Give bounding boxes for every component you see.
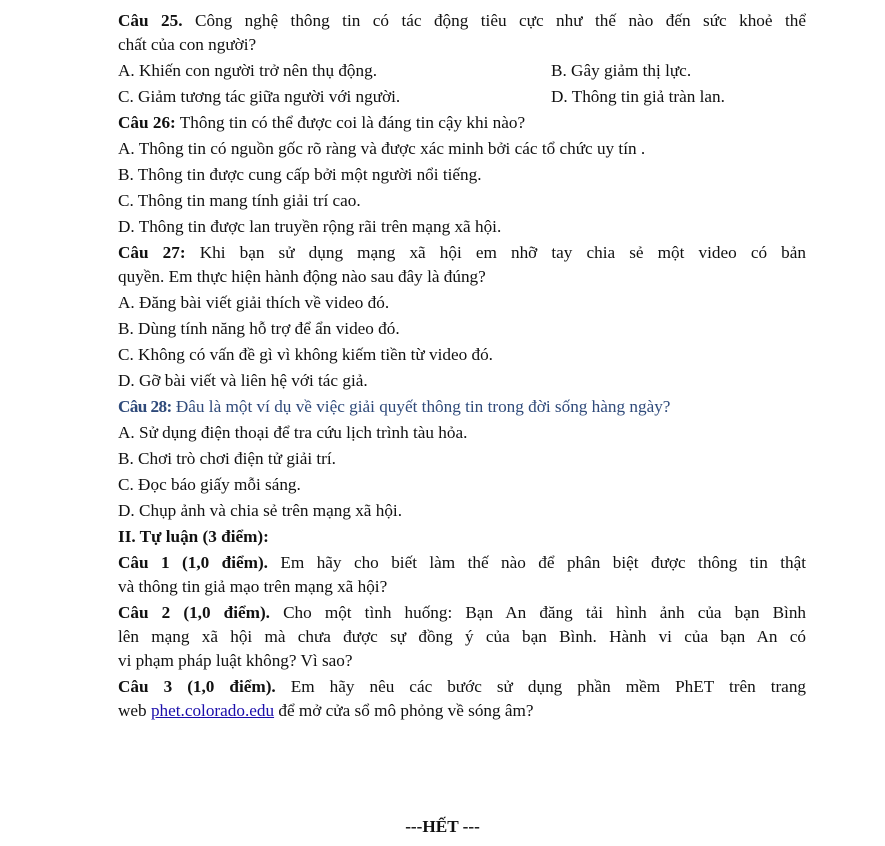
question-25-options-row-1 [118,59,806,83]
essay-question-1-text-cont: và thông tin giả mạo trên mạng xã hội? [118,577,388,596]
question-27-text: Khi bạn sử dụng mạng xã hội em nhỡ tay chia sẻ một video có bản [185,243,806,262]
essay-question-3-label: Câu 3 (1,0 điểm). [118,677,276,696]
question-25-text-cont: chất của con người? [118,35,257,54]
question-26-label: Câu 26: [118,113,176,132]
essay-question-3-line-2 [118,699,806,723]
essay-question-2-label: Câu 2 (1,0 điểm). [118,603,270,622]
essay-question-3-text-post: để mở cửa sổ mô phỏng về sóng âm? [274,701,534,720]
essay-question-2 [118,601,806,673]
exam-content [118,9,806,725]
essay-question-1 [118,551,806,599]
question-25-options-row-2 [118,85,806,109]
essay-question-3-text-pre: web [118,701,151,720]
option-d: D. Chụp ảnh và chia sẻ trên mạng xã hội. [118,501,402,520]
section-heading: II. Tự luận (3 điểm): [118,527,269,546]
option-a: A. Khiến con người trở nên thụ động. [118,61,378,80]
question-26-text: Thông tin có thể được coi là đáng tin cậy khi nào? [175,113,526,132]
essay-question-2-text: Cho một tình huống: Bạn An đăng tải hình ảnh của bạn Bình [269,603,807,622]
option-a: A. Sử dụng điện thoại để tra cứu lịch trình tàu hỏa. [118,423,468,442]
essay-question-1-line-1 [118,551,806,575]
option-c: C. Không có vấn đề gì vì không kiếm tiền từ video đó. [118,345,493,364]
option-c: C. Thông tin mang tính giải trí cao. [118,191,361,210]
question-25-text: Công nghệ thông tin có tác động tiêu cực như thế nào đến sức khoẻ thể [182,11,806,30]
essay-question-1-label: Câu 1 (1,0 điểm). [118,553,268,572]
essay-question-3-text: Em hãy nêu các bước sử dụng phần mềm PhET trên trang [275,677,807,696]
option-a: A. Thông tin có nguồn gốc rõ ràng và được xác minh bởi các tổ chức uy tín . [118,139,646,158]
option-a: A. Đăng bài viết giải thích về video đó. [118,293,390,312]
essay-question-1-text: Em hãy cho biết làm thế nào để phân biệt được thông tin thật [267,553,806,572]
essay-question-2-text-cont: lên mạng xã hội mà chưa được sự đồng ý của bạn Bình. Hành vi của bạn An có [118,627,806,646]
question-25-label: Câu 25. [118,11,183,30]
question-28-label: Câu 28: [118,397,172,416]
question-28 [118,395,806,419]
end-marker: ---HẾT --- [405,817,480,836]
essay-question-3 [118,675,806,723]
essay-question-2-line-1 [118,601,806,625]
option-d: D. Thông tin giả tràn lan. [551,87,725,106]
phet-link[interactable]: phet.colorado.edu [150,701,275,720]
option-b: B. Dùng tính năng hỗ trợ để ẩn video đó. [118,319,400,338]
option-b: B. Chơi trò chơi điện tử giải trí. [118,449,336,468]
question-27-label: Câu 27: [118,243,186,262]
option-b: B. Gây giảm thị lực. [551,61,692,80]
question-27 [118,241,806,289]
option-d: D. Thông tin được lan truyền rộng rãi trên mạng xã hội. [118,217,502,236]
question-25-line-1 [118,9,806,33]
option-b: B. Thông tin được cung cấp bởi một người nổi tiếng. [118,165,482,184]
question-26 [118,111,806,135]
question-25 [118,9,806,57]
question-27-line-1 [118,241,806,265]
option-d: D. Gỡ bài viết và liên hệ với tác giả. [118,371,368,390]
option-c: C. Đọc báo giấy mỗi sáng. [118,475,301,494]
question-27-text-cont: quyền. Em thực hiện hành động nào sau đây là đúng? [118,267,486,286]
essay-question-3-line-1 [118,675,806,699]
option-c: C. Giảm tương tác giữa người với người. [118,87,401,106]
essay-question-2-text-end: vi phạm pháp luật không? Vì sao? [118,651,353,670]
question-28-text: Đâu là một ví dụ về việc giải quyết thông tin trong đời sống hàng ngày? [171,397,671,416]
